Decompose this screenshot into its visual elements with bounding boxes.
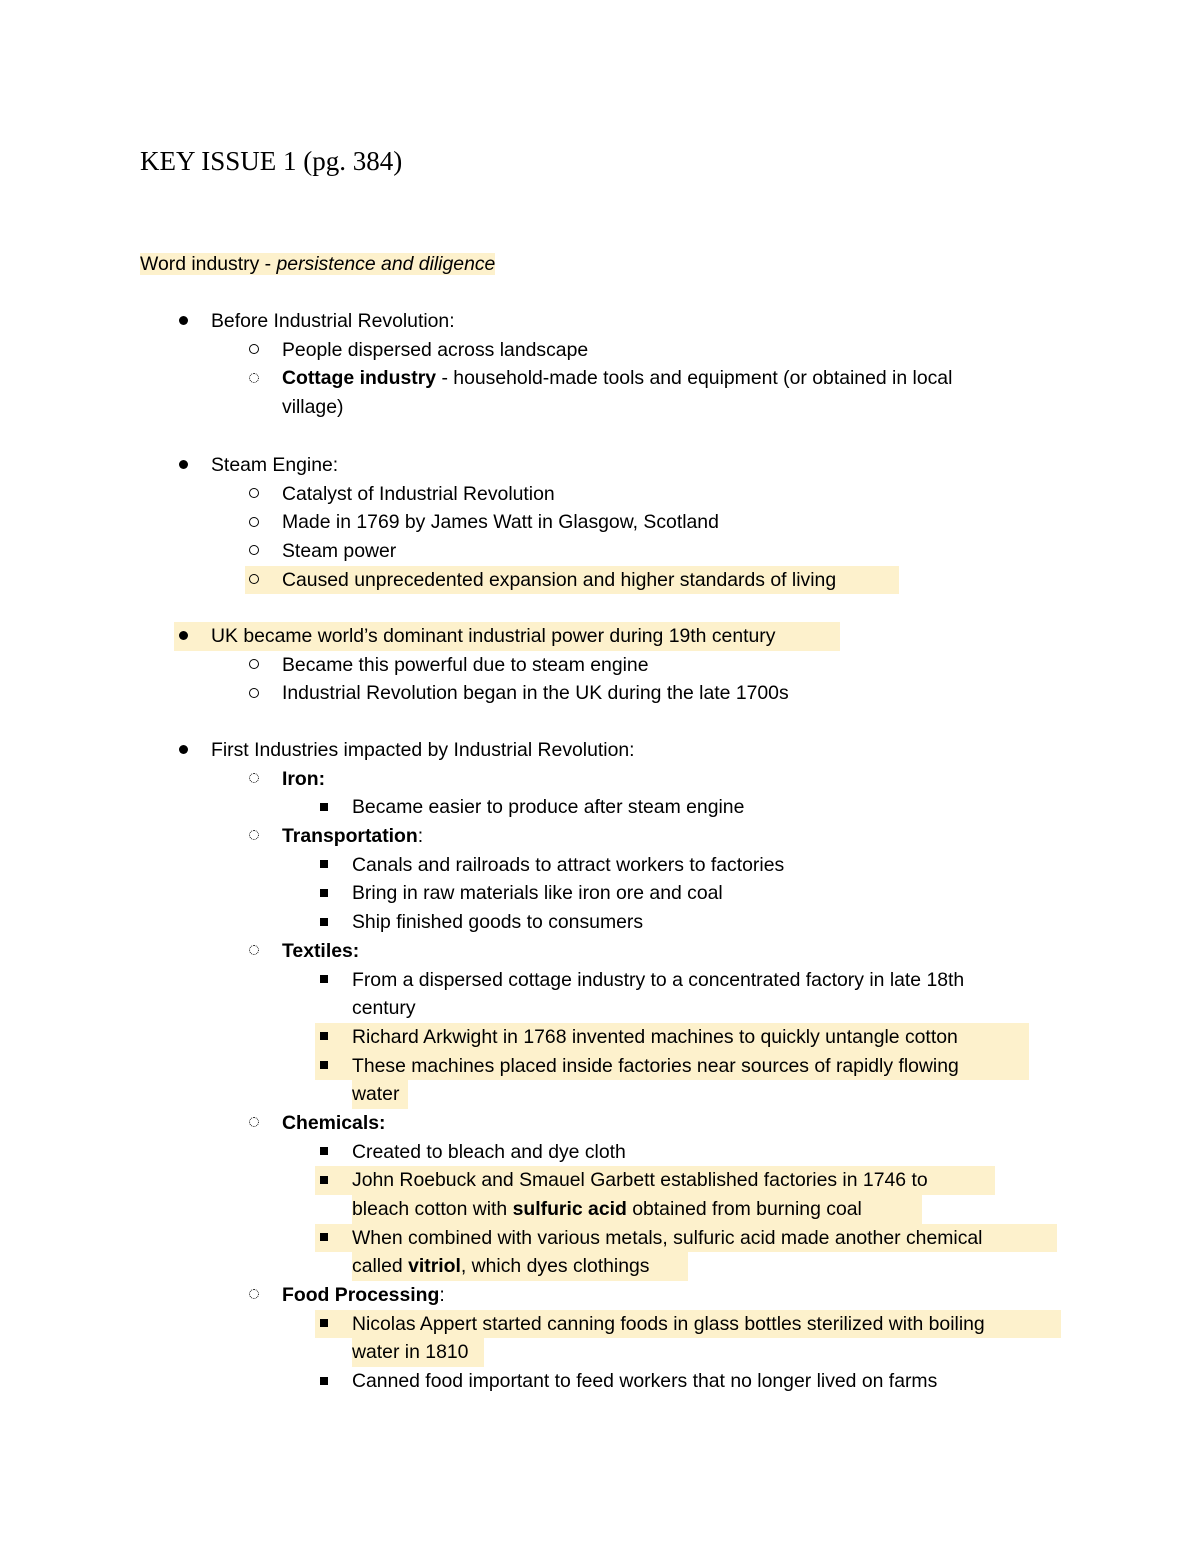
section-first-industries — [140, 736, 1070, 1396]
list-item — [140, 651, 1070, 680]
list-item — [140, 736, 1070, 765]
subsection-food-processing — [140, 1281, 1070, 1310]
list-item-text: From a dispersed cottage industry to a concentrated factory in late 18th — [352, 968, 965, 991]
bullet-square-icon — [320, 1147, 328, 1155]
list-item-text — [352, 1252, 649, 1281]
term-bold: vitriol — [408, 1255, 461, 1278]
text-run: bleach cotton with — [352, 1198, 513, 1220]
list-item-text — [352, 1195, 862, 1224]
list-item-text: Richard Arkwight in 1768 invented machines to quickly untangle cotton — [352, 1025, 958, 1048]
list-item — [140, 451, 1070, 480]
term-bold: sulfuric acid — [512, 1198, 627, 1220]
bullet-dot-icon — [179, 460, 188, 469]
bullet-square-icon — [320, 1061, 328, 1069]
subsection-chemicals — [140, 1109, 1070, 1138]
bullet-circle-icon — [249, 344, 259, 354]
intro-definition-text: persistence and diligence — [276, 253, 496, 275]
list-item-text: Created to bleach and dye cloth — [352, 1140, 626, 1163]
list-item — [140, 537, 1070, 566]
subsection-textiles — [140, 937, 1070, 966]
list-item-text-rest: - household-made tools and equipment (or obtained in local — [436, 367, 953, 390]
list-item-highlighted — [140, 1023, 1070, 1052]
bullet-dotted-circle-icon — [249, 773, 259, 783]
intro-highlight — [140, 253, 495, 275]
bullet-dotted-circle-icon — [249, 373, 259, 383]
list-item-highlighted — [140, 1310, 1070, 1339]
list-item — [140, 480, 1070, 509]
list-item — [140, 879, 1070, 908]
list-item-text: These machines placed inside factories near sources of rapidly flowing — [352, 1054, 959, 1077]
page-title: KEY ISSUE 1 (pg. 384) — [140, 146, 403, 176]
bullet-circle-icon — [249, 517, 259, 527]
list-item — [140, 851, 1070, 880]
list-item-highlighted — [140, 622, 1070, 651]
bullet-dotted-circle-icon — [249, 1289, 259, 1299]
bullet-dot-icon — [179, 745, 188, 754]
bullet-square-icon — [320, 1032, 328, 1040]
bullet-dotted-circle-icon — [249, 830, 259, 840]
list-item — [140, 1138, 1070, 1167]
subsection-colon: : — [417, 825, 424, 848]
list-item-text: People dispersed across landscape — [282, 338, 589, 361]
section-heading: Steam Engine: — [211, 454, 339, 476]
bullet-circle-icon — [249, 659, 259, 669]
list-item-text: century — [352, 997, 416, 1020]
section-heading: UK became world’s dominant industrial power during 19th century — [211, 625, 776, 647]
intro-definition — [140, 250, 495, 279]
subsection-iron — [140, 765, 1070, 794]
intro-term: Word industry — [140, 253, 260, 275]
subsection-label-bold: Iron: — [282, 767, 326, 790]
list-item-text: Catalyst of Industrial Revolution — [282, 482, 555, 505]
list-item — [140, 908, 1070, 937]
bullet-square-icon — [320, 975, 328, 983]
list-item-text: Became this powerful due to steam engine — [282, 653, 649, 676]
list-item-text: water in 1810 — [352, 1341, 469, 1364]
subsection-label-bold: Transportation — [282, 825, 418, 848]
list-item — [140, 336, 1070, 365]
list-item-text: Canned food important to feed workers that no longer lived on farms — [352, 1370, 938, 1393]
text-run: , which dyes clothings — [460, 1255, 650, 1278]
list-item-continued — [140, 1195, 1070, 1224]
subsection-label — [282, 1109, 385, 1138]
bullet-dotted-circle-icon — [249, 1117, 259, 1127]
bullet-square-icon — [320, 889, 328, 897]
bullet-square-icon — [320, 1233, 328, 1241]
term-bold: Cottage industry — [282, 367, 437, 390]
list-item-continued — [140, 1080, 1070, 1109]
list-item — [140, 793, 1070, 822]
bullet-square-icon — [320, 860, 328, 868]
subsection-label — [282, 822, 423, 851]
list-item-text: Made in 1769 by James Watt in Glasgow, Scotland — [282, 511, 719, 534]
bullet-square-icon — [320, 1176, 328, 1184]
list-item-continued — [140, 1252, 1070, 1281]
list-item — [140, 1367, 1070, 1396]
list-item — [140, 966, 1070, 995]
bullet-circle-icon — [249, 688, 259, 698]
list-item-text: Became easier to produce after steam engine — [352, 796, 745, 819]
subsection-colon: : — [439, 1284, 445, 1307]
subsection-label-bold: Chemicals: — [282, 1111, 386, 1134]
subsection-transportation — [140, 822, 1070, 851]
list-item-text: Nicolas Appert started canning foods in glass bottles sterilized with boiling — [352, 1312, 985, 1335]
list-item-text: Steam power — [282, 540, 397, 563]
subsection-label-bold: Textiles: — [282, 939, 360, 962]
list-item — [140, 679, 1070, 708]
list-item-text — [282, 364, 952, 393]
list-item-text: Bring in raw materials like iron ore and coal — [352, 882, 723, 905]
subsection-label — [282, 765, 325, 794]
list-item-highlighted — [140, 1052, 1070, 1081]
subsection-label — [282, 937, 359, 966]
list-item-text: water — [352, 1083, 400, 1106]
list-item-text: Ship finished goods to consumers — [352, 911, 644, 934]
bullet-square-icon — [320, 1377, 328, 1385]
bullet-dot-icon — [179, 316, 188, 325]
list-item-continued — [140, 994, 1070, 1023]
intro-separator: - — [259, 253, 277, 275]
text-run: called — [352, 1255, 409, 1278]
bullet-dot-icon — [179, 631, 188, 640]
list-item-highlighted — [140, 566, 1070, 595]
subsection-label — [282, 1281, 445, 1310]
list-item-text: Industrial Revolution began in the UK during the late 1700s — [282, 682, 789, 705]
list-item — [140, 307, 1070, 336]
list-item-text: Canals and railroads to attract workers to factories — [352, 853, 785, 876]
section-steam-engine — [140, 451, 1070, 594]
list-item — [140, 508, 1070, 537]
subsection-label-bold: Food Processing — [282, 1284, 440, 1307]
list-item — [140, 364, 1070, 393]
section-heading: First Industries impacted by Industrial Revolution: — [211, 739, 635, 761]
bullet-square-icon — [320, 803, 328, 811]
list-item-highlighted — [140, 1166, 1070, 1195]
list-item-text: village) — [282, 396, 344, 419]
text-run: obtained from burning coal — [626, 1198, 862, 1220]
section-uk — [140, 622, 1070, 708]
bullet-dotted-circle-icon — [249, 945, 259, 955]
bullet-circle-icon — [249, 545, 259, 555]
bullet-square-icon — [320, 918, 328, 926]
list-item-continued — [140, 393, 1070, 422]
list-item-text: John Roebuck and Smauel Garbett established factories in 1746 to — [352, 1169, 928, 1192]
bullet-circle-icon — [249, 574, 259, 584]
list-item-highlighted — [140, 1224, 1070, 1253]
bullet-square-icon — [320, 1319, 328, 1327]
section-heading: Before Industrial Revolution: — [211, 310, 455, 332]
section-before — [140, 307, 1070, 422]
list-item-text: When combined with various metals, sulfuric acid made another chemical — [352, 1226, 983, 1249]
list-item-continued — [140, 1338, 1070, 1367]
list-item-text: Caused unprecedented expansion and higher standards of living — [282, 568, 837, 591]
bullet-circle-icon — [249, 488, 259, 498]
